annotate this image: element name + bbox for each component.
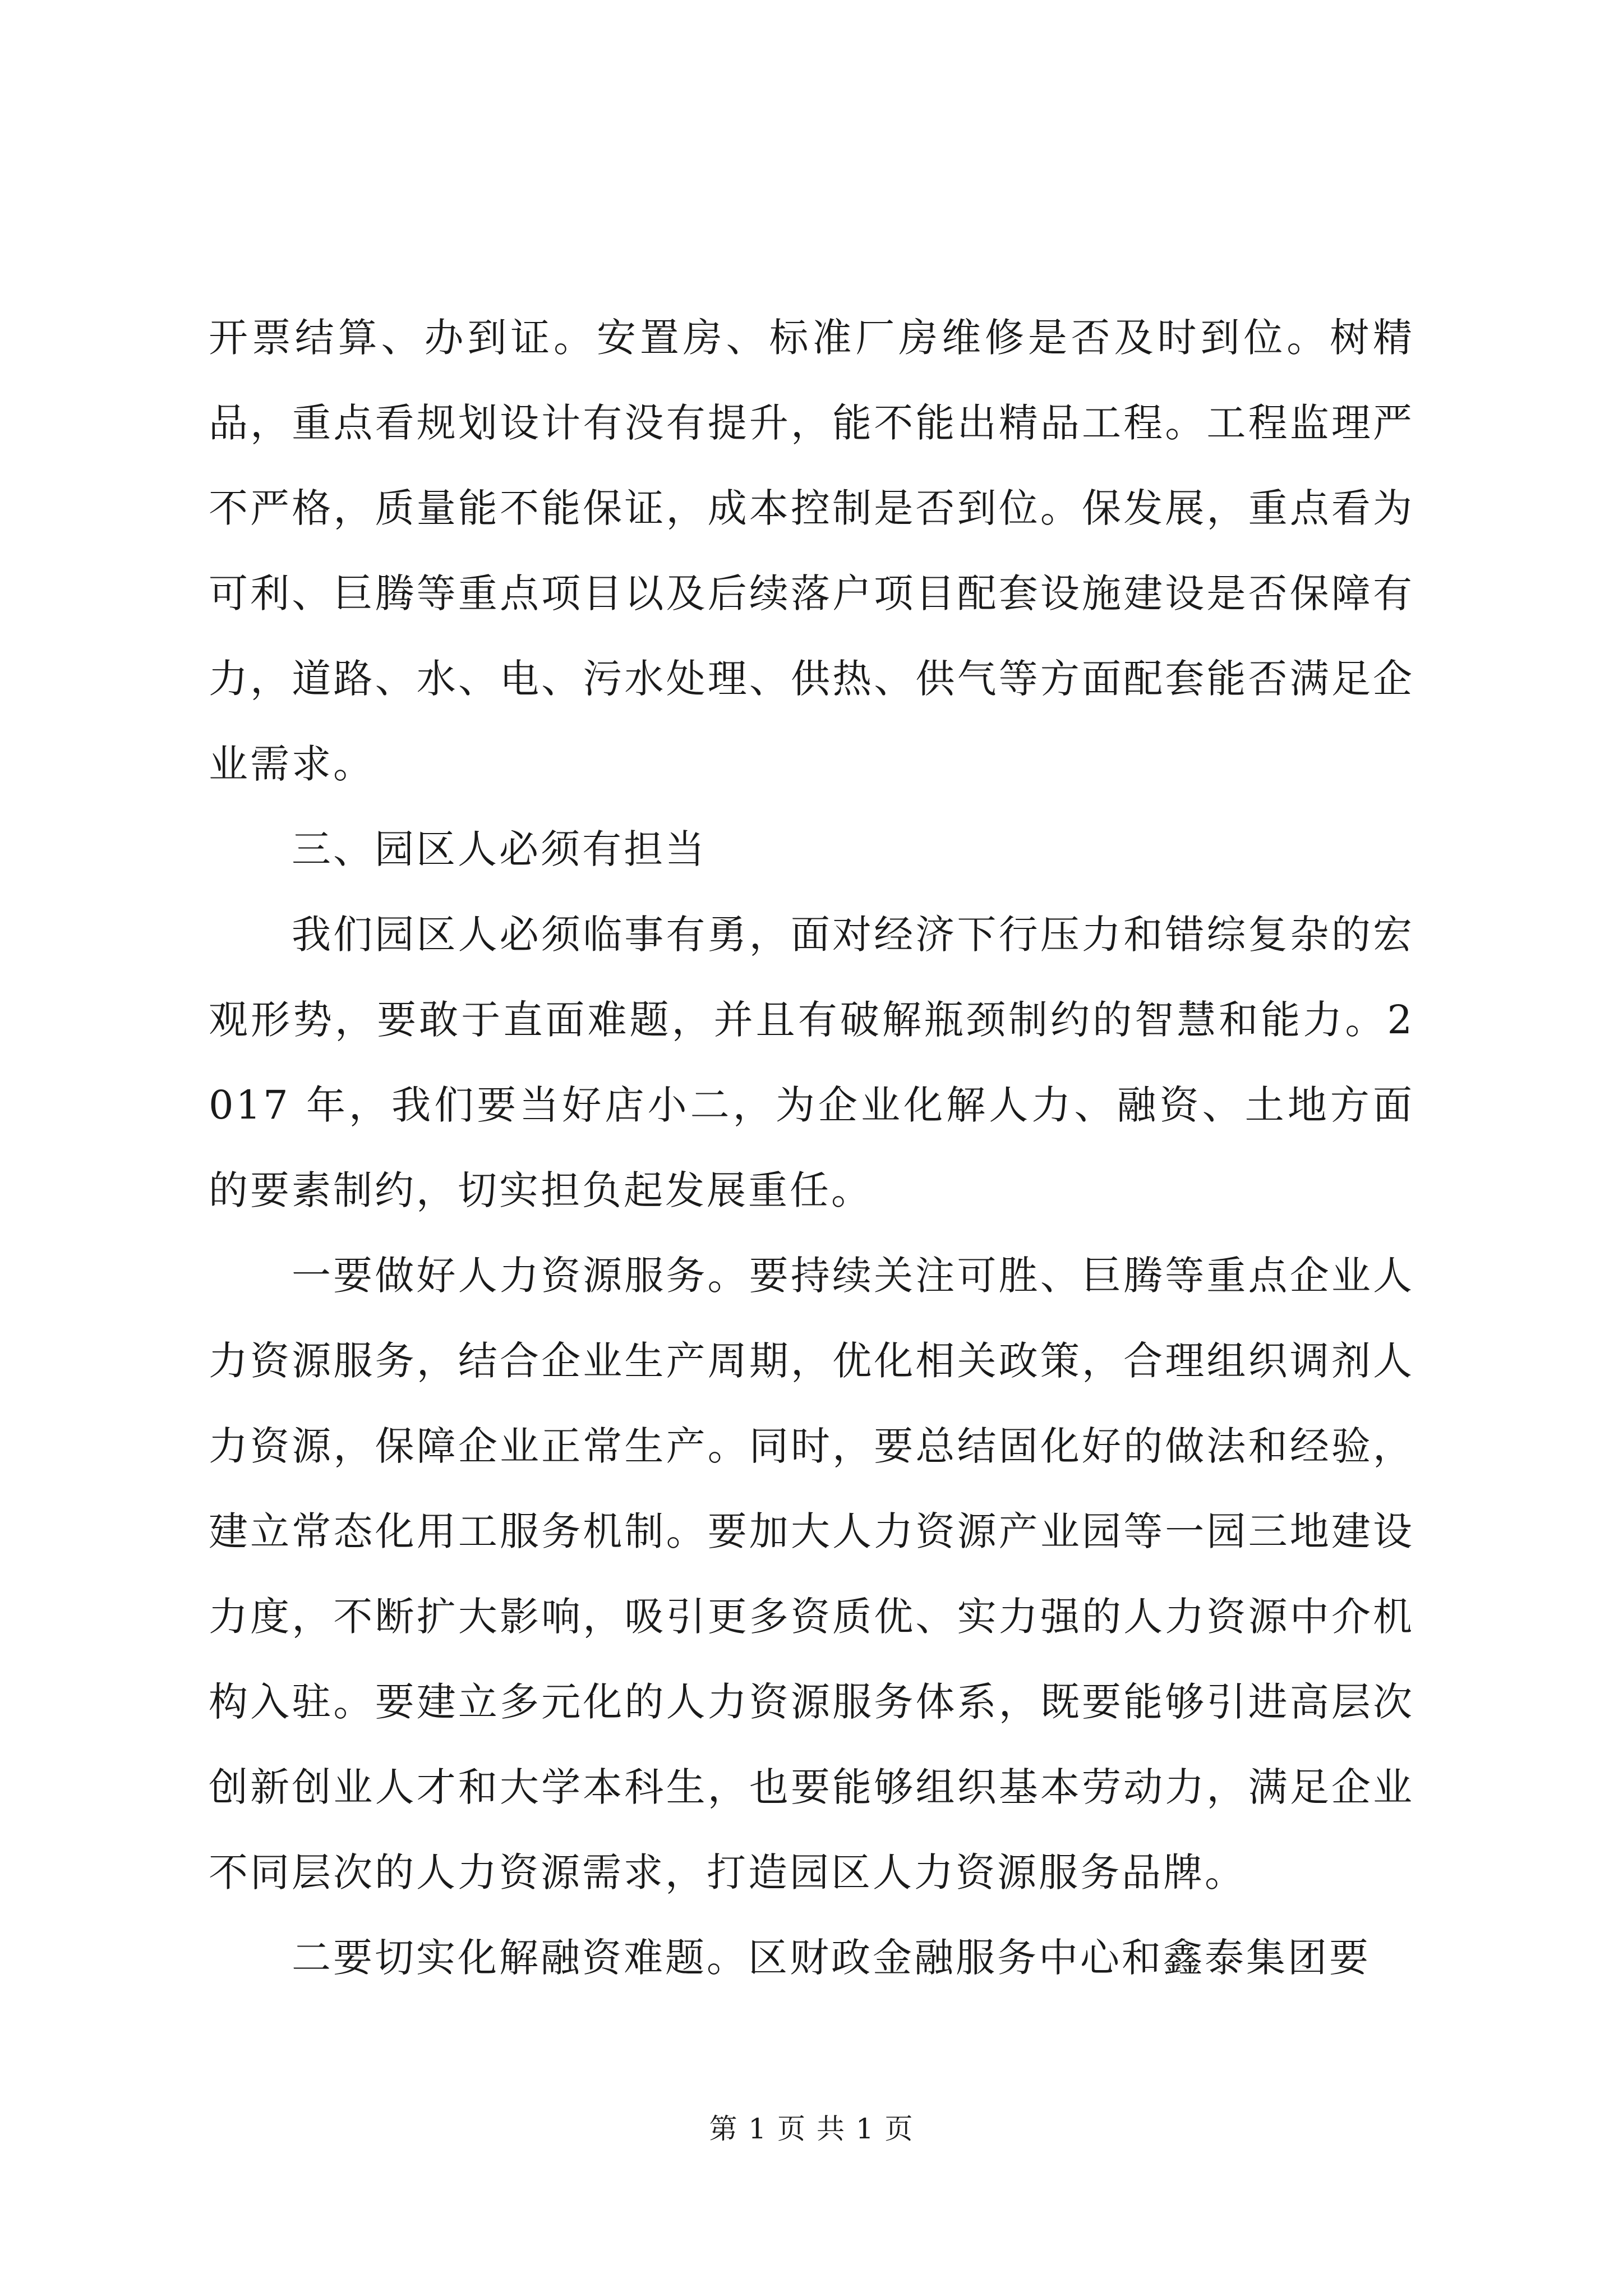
document-body: [209, 295, 1414, 2000]
paragraph: 一要做好人力资源服务。要持续关注可胜、巨腾等重点企业人力资源服务，结合企业生产周期，优化相关政策，合理组织调剂人力资源，保障企业正常生产。同时，要总结固化好的做法和经验，建立常态化用工服务机制。要加大人力资源产业园等一园三地建设力度，不断扩大影响，吸引更多资质优、实力强的人力资源中介机构入驻。要建立多元化的人力资源服务体系，既要能够引进高层次创新创业人才和大学本科生，也要能够组织基本劳动力，满足企业不同层次的人力资源需求，打造园区人力资源服务品牌。: [209, 1253, 1414, 1895]
section-heading: 三、园区人必须有担当: [292, 826, 707, 872]
paragraph-continuation: 开票结算、办到证。安置房、标准厂房维修是否及时到位。树精品，重点看规划设计有没有提升，能不能出精品工程。工程监理严不严格，质量能不能保证，成本控制是否到位。保发展，重点看为可利、巨腾等重点项目以及后续落户项目配套设施建设是否保障有力，道路、水、电、污水处理、供热、供气等方面配套能否满足企业需求。: [209, 315, 1414, 787]
page-footer: 第 1 页 共 1 页: [709, 2113, 914, 2145]
paragraph: 我们园区人必须临事有勇，面对经济下行压力和错综复杂的宏观形势，要敢于直面难题，并且有破解瓶颈制约的智慧和能力。2017 年，我们要当好店小二，为企业化解人力、融资、土地方面的要素制约，切实担负起发展重任。: [209, 912, 1414, 1213]
paragraph: 二要切实化解融资难题。区财政金融服务中心和鑫泰集团要: [292, 1935, 1371, 1981]
